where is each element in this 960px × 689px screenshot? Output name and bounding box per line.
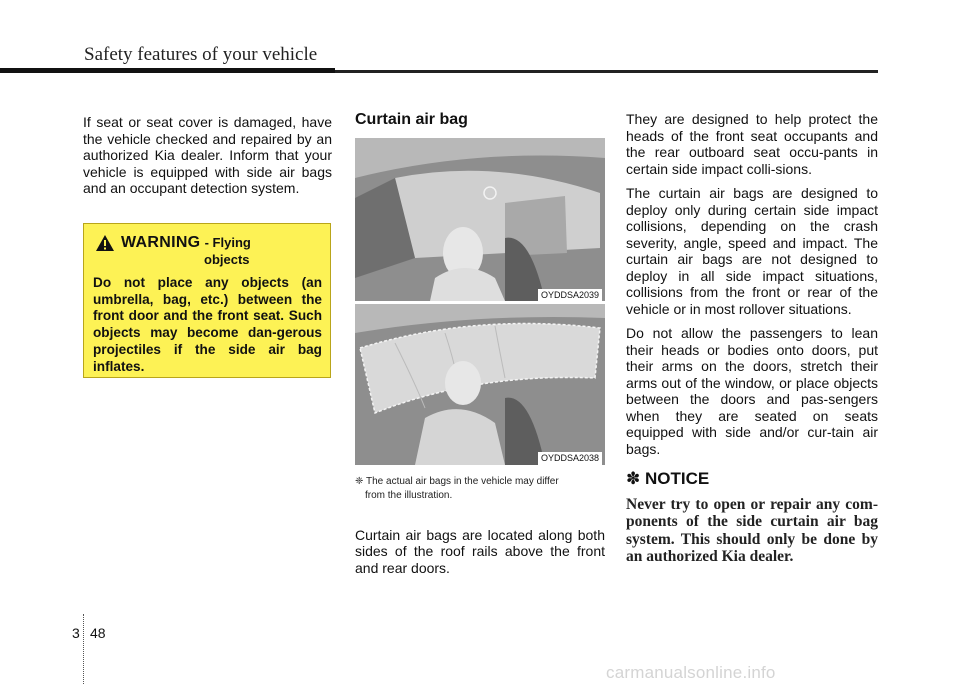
watermark: carmanualsonline.info [606, 663, 776, 682]
illustration-caption [355, 475, 605, 503]
curtain-airbag-title: Curtain air bag [355, 111, 468, 128]
figure-code-bottom: OYDDSA2038 [538, 452, 602, 465]
middle-column [355, 112, 605, 576]
warning-title [121, 234, 251, 251]
curtain-location-paragraph: Curtain air bags are located along both sides of the roof rails above the front and rear doors. [355, 526, 605, 576]
notice-body: Never try to open or repair any com-ponents of the side curtain air bag system. This should only be done by an authorized Kia dealer. [626, 495, 878, 565]
warning-box [83, 223, 331, 378]
seat-cover-paragraph: If seat or seat cover is damaged, have the vehicle checked and repaired by an authorized Kia dealer. Inform that your vehicle is equipped with side air bags and an occupant detection system. [83, 114, 332, 196]
notice-title: ✽ NOTICE [626, 469, 710, 488]
warning-triangle-icon [95, 234, 115, 252]
warning-label: WARNING [121, 234, 201, 251]
curtain-airbag-illustration [355, 138, 605, 465]
chapter-number: 3 [72, 625, 80, 641]
header-rule-accent [0, 68, 335, 73]
right-column [626, 111, 878, 566]
footer-separator [83, 614, 85, 684]
protect-paragraph: They are designed to help protect the heads of the front seat occupants and the rear outboard seat occu-pants in certain side impact colli-sions. [626, 111, 878, 177]
page-header-title: Safety features of your vehicle [84, 44, 318, 65]
caption-line-2: from the illustration. [365, 489, 453, 501]
left-column [83, 114, 332, 205]
passenger-paragraph: Do not allow the passengers to lean their heads or bodies onto doors, put their arms on the doors, stretch their arms out of the window, or place objects between the doors and pas-sengers when they are seated on seats equipped with side and/or cur-tain air bags. [626, 325, 878, 457]
deploy-paragraph: The curtain air bags are designed to deploy only during certain side impact collisions, depending on the crash severity, angle, speed and impact. The curtain air bags are not designed to deploy in all side impact situations, collisions from the front or rear of the vehicle or in most rollover situations. [626, 185, 878, 317]
figure-code-top: OYDDSA2039 [538, 289, 602, 302]
warning-subtitle-1: - Flying [204, 235, 251, 250]
page-number: 48 [90, 625, 106, 641]
caption-line-1: The actual air bags in the vehicle may differ [366, 475, 559, 487]
warning-header [95, 234, 322, 252]
warning-subtitle-2: objects [204, 252, 250, 267]
warning-body: Do not place any objects (an umbrella, bag, etc.) between the front door and the front seat. Such objects may become dan-gerous projectiles if the side air bag inflates. [93, 275, 322, 374]
caption-symbol: ❈ [355, 475, 364, 487]
